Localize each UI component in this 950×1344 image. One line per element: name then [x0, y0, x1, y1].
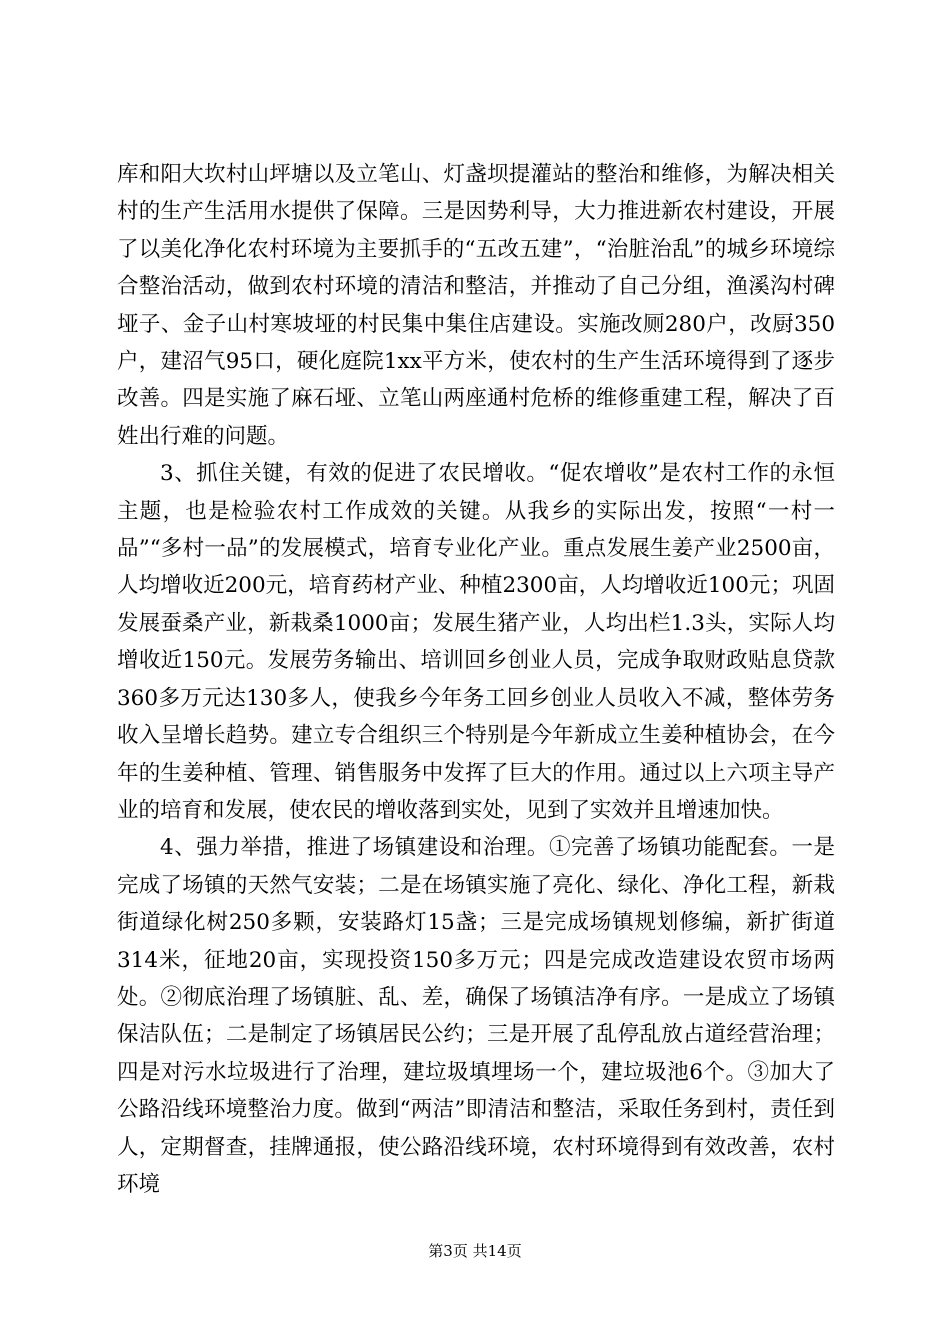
paragraph-farmer-income: 3、抓住关键，有效的促进了农民增收。“促农增收”是农村工作的永恒主题，也是检验农村工作成效的关键。从我乡的实际出发，按照“一村一品”“多村一品”的发展模式，培育专业化产业。重点发展生姜产业2500亩，人均增收近200元，培育药材产业、种植2300亩，人均增收近100元；巩固发展蚕桑产业，新栽桑1000亩；发展生猪产业，人均出栏1.3头，实际人均增收近150元。发展劳务输出、培训回乡创业人员，完成争取财政贴息贷款360多万元达130多人，使我乡今年务工回乡创业人员收入不减，整体劳务收入呈增长趋势。建立专合组织三个特别是今年新成立生姜种植协会，在今年的生姜种植、管理、销售服务中发挥了巨大的作用。通过以上六项主导产业的培育和发展，使农民的增收落到实处，见到了实效并且增速加快。 [117, 461, 835, 823]
page-number-footer: 第3页 共14页 [428, 1242, 522, 1260]
paragraph-town-construction: 4、强力举措，推进了场镇建设和治理。①完善了场镇功能配套。一是完成了场镇的天然气安装；二是在场镇实施了亮化、绿化、净化工程，新栽街道绿化树250多颗，安装路灯15盏；三是完成场镇规划修编，新扩街道314米，征地20亩，实现投资150多万元；四是完成改造建设农贸市场两处。②彻底治理了场镇脏、乱、差，确保了场镇洁净有序。一是成立了场镇保洁队伍；二是制定了场镇居民公约；三是开展了乱停乱放占道经营治理；四是对污水垃圾进行了治理，建垃圾填埋场一个，建垃圾池6个。③加大了公路沿线环境整治力度。做到“两洁”即清洁和整洁，采取任务到村，责任到人，定期督查，挂牌通报，使公路沿线环境，农村环境得到有效改善，农村环境 [117, 835, 835, 1197]
body-text [117, 156, 835, 1203]
paragraph-continued: 库和阳大坎村山坪塘以及立笔山、灯盏坝提灌站的整治和维修，为解决相关村的生产生活用水提供了保障。三是因势利导，大力推进新农村建设，开展了以美化净化农村环境为主要抓手的“五改五建”，“治脏治乱”的城乡环境综合整治活动，做到农村环境的清洁和整洁，并推动了自己分组，渔溪沟村碑垭子、金子山村寒坡垭的村民集中集住店建设。实施改厕280户，改厨350户，建沼气95口，硬化庭院1xx平方米，使农村的生产生活环境得到了逐步改善。四是实施了麻石垭、立笔山两座通村危桥的维修重建工程，解决了百姓出行难的问题。 [117, 162, 835, 449]
